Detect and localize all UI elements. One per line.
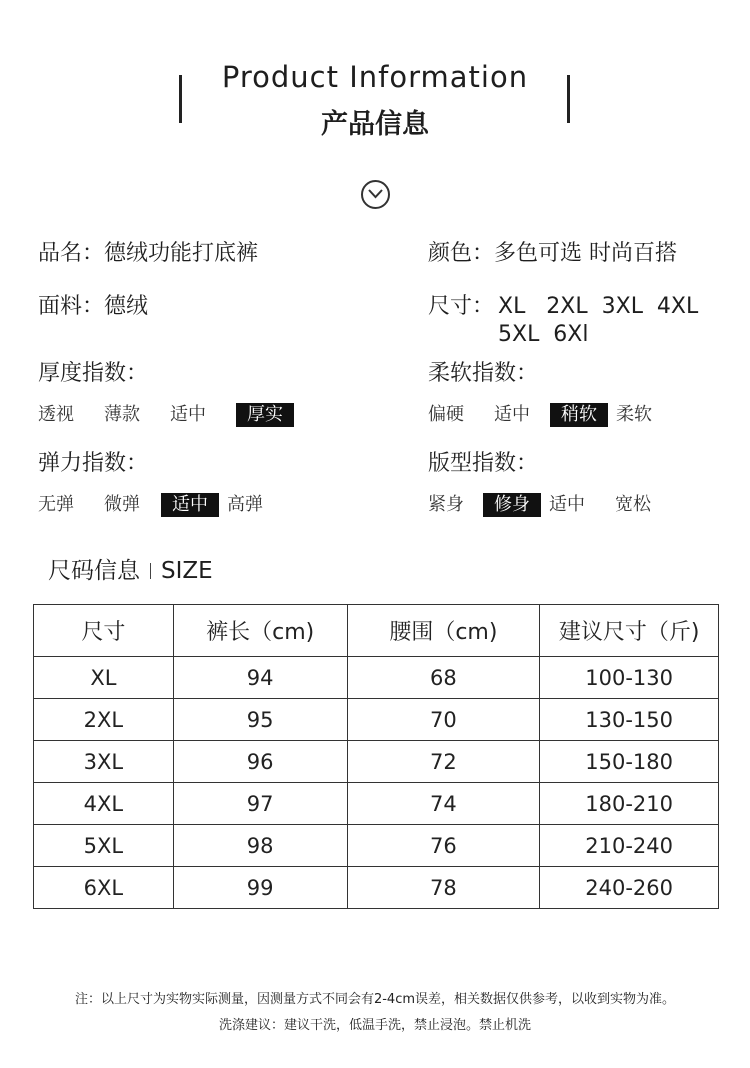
fit-option: 宽松 [615,494,651,515]
product-name [38,240,258,268]
header-size: 尺寸 [34,605,174,657]
cell-recommended: 210-240 [540,825,719,867]
cell-recommended: 150-180 [540,741,719,783]
product-color-value: 多色可选 时尚百搭 [494,241,678,266]
product-size-values-line2: 5XL 6Xl [498,322,589,347]
size-section-divider [150,563,151,579]
size-table [33,604,719,909]
cell-waist: 76 [347,825,540,867]
table-row [34,867,719,909]
thickness-option: 薄款 [104,404,140,425]
cell-size: XL [34,657,174,699]
cell-length: 99 [173,867,347,909]
elasticity-index-options [38,493,293,517]
cell-length: 95 [173,699,347,741]
product-color-label: 颜色： [428,241,495,266]
softness-option: 偏硬 [428,404,464,425]
cell-recommended: 180-210 [540,783,719,825]
cell-size: 6XL [34,867,174,909]
elasticity-option: 微弹 [104,494,140,515]
size-table-header-row [34,605,719,657]
cell-recommended: 240-260 [540,867,719,909]
title-chinese: 产品信息 [321,109,429,140]
product-color [428,240,677,268]
cell-size: 5XL [34,825,174,867]
cell-waist: 68 [347,657,540,699]
fit-option: 适中 [549,494,585,515]
header-waist: 腰围（cm) [347,605,540,657]
elasticity-index-title: 弹力指数： [38,451,149,476]
fit-option: 紧身 [428,494,464,515]
measurement-note: 注：以上尺寸为实物实际测量，因测量方式不同会有2-4cm误差，相关数据仅供参考，以收到实物为准。 [74,992,676,1007]
size-section-title-cn: 尺码信息 [48,558,140,584]
thickness-index-options [38,403,302,427]
table-row [34,783,719,825]
title-english: Product Information [221,60,529,94]
cell-length: 96 [173,741,347,783]
cell-waist: 72 [347,741,540,783]
cell-recommended: 130-150 [540,699,719,741]
softness-option: 柔软 [616,404,652,425]
cell-size: 3XL [34,741,174,783]
product-size-values-line1: XL 2XL 3XL 4XL [498,294,699,319]
fit-option-selected: 修身 [483,493,541,517]
cell-length: 97 [173,783,347,825]
product-name-value: 德绒功能打底裤 [104,241,259,266]
elasticity-option: 高弹 [227,494,263,515]
table-row [34,699,719,741]
cell-length: 98 [173,825,347,867]
product-fabric [38,293,148,321]
chevron-down-circle-icon [361,180,390,209]
product-fabric-value: 德绒 [104,294,149,319]
elasticity-option: 无弹 [38,494,74,515]
thickness-index-title: 厚度指数： [38,361,149,386]
cell-recommended: 100-130 [540,657,719,699]
product-fabric-label: 面料： [38,294,105,319]
softness-option-selected: 稍软 [550,403,608,427]
elasticity-option-selected: 适中 [161,493,219,517]
thickness-option: 适中 [170,404,206,425]
product-size-label: 尺寸： [428,294,495,319]
header-recommended: 建议尺寸（斤) [540,605,719,657]
header-length: 裤长（cm) [173,605,347,657]
table-row [34,741,719,783]
washing-note: 洗涤建议：建议干洗，低温手洗，禁止浸泡。禁止机洗 [218,1018,531,1033]
softness-index-options [428,403,682,427]
softness-option: 适中 [494,404,530,425]
softness-index-title: 柔软指数： [428,361,539,386]
cell-waist: 74 [347,783,540,825]
table-row [34,825,719,867]
product-name-label: 品名： [38,241,105,266]
fit-index-options [428,493,681,517]
cell-size: 2XL [34,699,174,741]
cell-length: 94 [173,657,347,699]
size-section-title [48,556,213,586]
fit-index-title: 版型指数： [428,451,539,476]
cell-size: 4XL [34,783,174,825]
cell-waist: 78 [347,867,540,909]
size-section-title-en: SIZE [161,558,213,584]
cell-waist: 70 [347,699,540,741]
thickness-option-selected: 厚实 [236,403,294,427]
thickness-option: 透视 [38,404,74,425]
table-row [34,657,719,699]
